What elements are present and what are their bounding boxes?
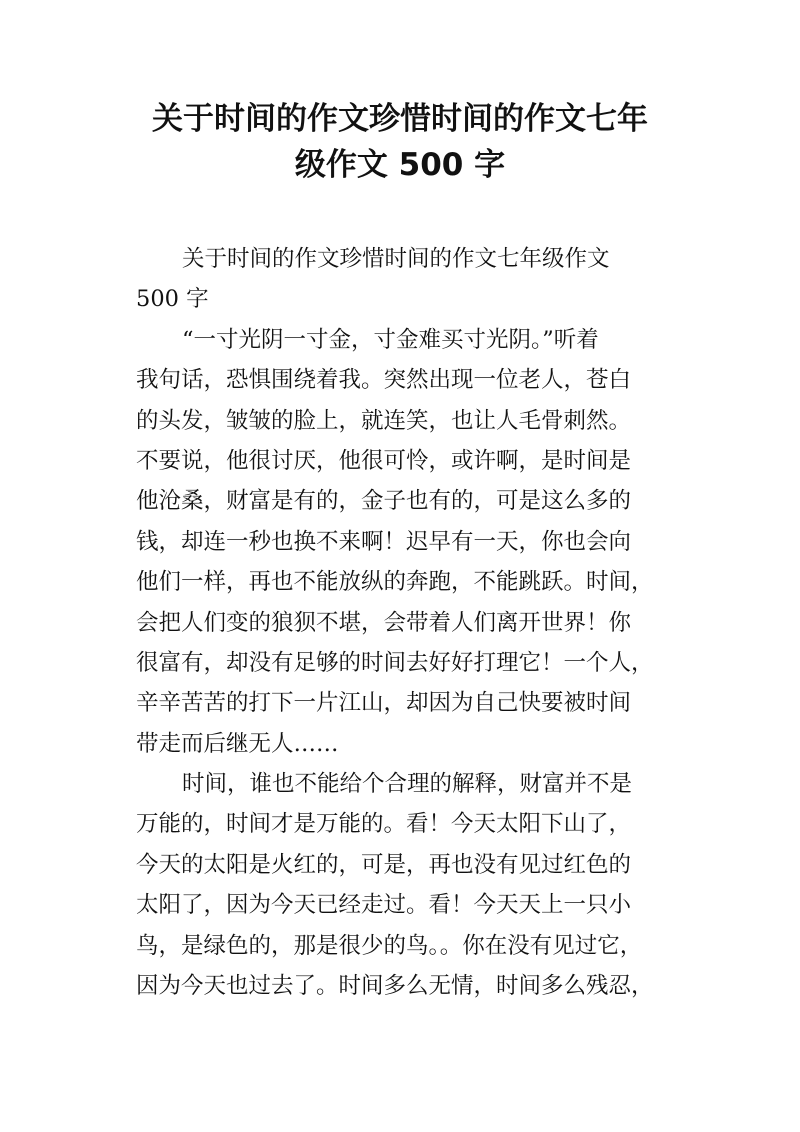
body-line: 今天的太阳是火红的，可是，再也没有见过红色的 — [136, 851, 632, 878]
body-line: 500 字 — [136, 286, 209, 313]
body-line: 我句话，恐惧围绕着我。突然出现一位老人，苍白 — [136, 367, 632, 394]
body-line: 不要说，他很讨厌，他很可怜，或许啊，是时间是 — [136, 447, 632, 474]
body-line: “一寸光阴一寸金，寸金难买寸光阴。”听着 — [182, 326, 599, 353]
document-body — [136, 239, 676, 1006]
title-line-1: 关于时间的作文珍惜时间的作文七年 — [152, 101, 648, 137]
body-line: 辛辛苦苦的打下一片江山，却因为自己快要被时间 — [136, 690, 632, 717]
body-line: 的头发，皱皱的脸上，就连笑，也让人毛骨刺然。 — [136, 407, 632, 434]
body-line: 带走而后继无人…… — [136, 730, 339, 757]
body-line: 因为今天也过去了。时间多么无情，时间多么残忍， — [136, 973, 654, 1000]
body-line: 他沧桑，财富是有的，金子也有的，可是这么多的 — [136, 488, 632, 515]
body-line: 太阳了，因为今天已经走过。看！今天天上一只小 — [136, 892, 632, 919]
body-line: 很富有，却没有足够的时间去好好打理它！一个人， — [136, 649, 654, 676]
body-line: 关于时间的作文珍惜时间的作文七年级作文 — [182, 246, 610, 272]
body-line: 他们一样，再也不能放纵的奔跑，不能跳跃。时间， — [136, 569, 654, 596]
body-line: 会把人们变的狼狈不堪，会带着人们离开世界！你 — [136, 609, 632, 636]
document-title — [100, 96, 700, 188]
title-line-2: 级作文 500 字 — [294, 147, 506, 183]
body-line: 时间，谁也不能给个合理的解释，财富并不是 — [182, 771, 633, 798]
body-line: 万能的，时间才是万能的。看！今天太阳下山了， — [136, 811, 632, 838]
body-line: 钱，却连一秒也换不来啊！迟早有一天，你也会向 — [136, 528, 632, 555]
body-line: 鸟，是绿色的，那是很少的鸟。。你在没有见过它， — [136, 932, 643, 959]
